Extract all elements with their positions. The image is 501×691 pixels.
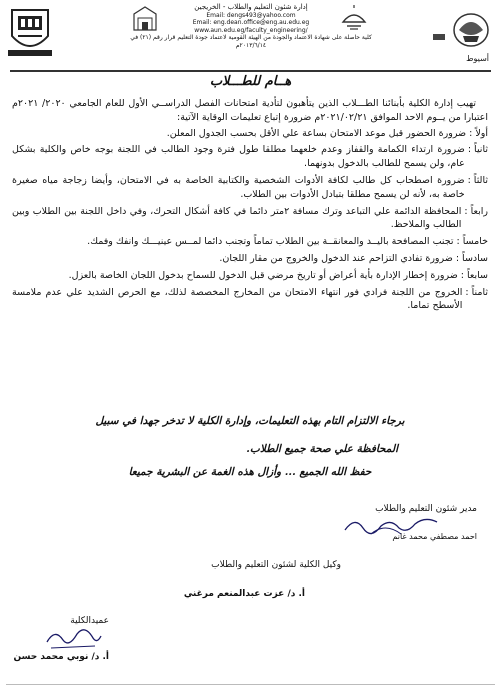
signature-dean: [13, 616, 109, 662]
instruction-text: تجنب المصافحة باليــد والمعانقــة بين الطلاب تماماً وتجنب دائما لمــس عينيـــك وانفك وفمك.: [87, 236, 454, 248]
web-line: www.aun.edu.eg/faculty_engineering/: [194, 26, 308, 34]
accreditation-line: كلية حاصلة على شهادة الاعتماد والجودة من الهيئة القومية لاعتماد جودة التعليم قرار رقم (٢١) في: [130, 34, 372, 41]
instructions-body: [12, 97, 488, 316]
dean-signature-scribble: [43, 620, 103, 654]
instruction-number: أولاً :: [469, 127, 488, 139]
instruction-item: [12, 286, 488, 314]
instruction-text: المحافظة الدائمة علي التباعد وترك مسافة ٢متر دائما في كافة أشكال التحرك، وفي داخل اللجنة بين الطلاب وبين الطالب والملاحظ.: [12, 205, 462, 231]
instruction-number: ثالثاً :: [467, 174, 488, 186]
dean-role: عميدالكلية: [70, 616, 109, 626]
instruction-text: ضرورة تفادي التزاحم عند الدخول والخروج من مقار اللجان.: [219, 252, 453, 264]
instruction-item: [12, 143, 488, 171]
footer-line: [6, 684, 495, 685]
instruction-number: ثامناً :: [465, 286, 488, 298]
instruction-number: ثانياً :: [467, 144, 488, 156]
instruction-item: [12, 235, 488, 249]
signature-director: [267, 504, 477, 541]
dean-name: أ. د/ نوبي محمد حسن: [13, 652, 109, 662]
date-line: ٢٠١٣/٦/١٤م: [235, 41, 267, 49]
vice-dean-name: أ. د/ عزت عبدالمنعم مرغني: [183, 589, 305, 599]
closing-note-2: المحافظة علي صحة جميع الطلاب.: [246, 443, 398, 455]
instruction-item: [12, 174, 488, 202]
director-name: احمد مصطفي محمد غانم: [392, 532, 477, 541]
email-line-1: Email: dengs493@yahoo.com: [206, 11, 296, 19]
instruction-item: [12, 127, 488, 141]
instruction-text: الخروج من اللجنة فرادي فور انتهاء الامتحان من المخارج المخصصة لذلك، مع الحرص الشديد علي عدم ملامسة الأسطح تماما.: [12, 286, 463, 312]
instruction-item: [12, 205, 488, 233]
header-divider: [10, 70, 491, 72]
closing-note-1: برجاء الالتزام التام بهذه التعليمات، وإدارة الكلية لا تدخر جهدا في سبيل: [95, 415, 405, 427]
instruction-item: [12, 252, 488, 266]
instruction-text: ضرورة الحضور قبل موعد الامتحان بساعة علي الأقل بحسب الجدول المعلن.: [166, 127, 467, 139]
faculty-logo: [8, 6, 52, 58]
instruction-text: ضرورة اصطحاب كل طالب لكافة الأدوات الشخصية والكتابية الخاصة به في الامتحان، وأيضا زجاجة مياه صغيرة خاصة به، لأنه لن يسمح مطلقا بتبادل الأدوات بين الطلاب.: [12, 174, 465, 200]
letterhead-text: [120, 4, 382, 49]
instruction-text: ضرورة إخطار الإدارة بأية أعراض أو تاريخ مرضي قبل الدخول للسماح بدخول اللجان الخاصة بالعزل.: [68, 269, 458, 281]
closing-prayer: حفظ الله الجميع ... وأزال هذه الغمة عن البشرية جميعا: [128, 466, 372, 478]
instruction-number: رابعاً :: [464, 205, 488, 217]
department-line: إدارة شئون التعليم والطلاب - الخريجين: [194, 3, 308, 11]
instructions-list: [12, 127, 488, 314]
instruction-number: خامساً :: [456, 236, 488, 248]
instruction-number: سادساً :: [455, 252, 488, 264]
page-title: هــام للطـــلاب: [209, 74, 292, 89]
vice-dean-role: وكيل الكلية لشئون التعليم والطلاب: [211, 560, 341, 570]
instruction-text: ضرورة ارتداء الكمامة والقفاز وعدم خلعهما مطلقا طول فترة وجود الطالب في اللجنة بوجه خاص والكلية بشكل عام، ولن يسمح للطالب بالدخول بدونهما.: [12, 144, 465, 170]
instruction-number: سابعاً :: [460, 269, 488, 281]
university-name: أسيوط: [466, 54, 489, 63]
director-role: مدير شئون التعليم والطلاب: [375, 504, 477, 514]
instruction-item: [12, 269, 488, 283]
intro-paragraph: تهيب إدارة الكلية بأبنائنا الطـــلاب الذين يتأهبون لتأدية امتحانات الفصل الدراســي الأول للعام الجامعي ٢٠٢٠/ ٢٠٢١م اعتبارا من يــوم الاحد الموافق ٢٠٢١/٠٢/٢١م ضرورة إتباع تعليمات الوقاية الآتية:: [12, 98, 488, 123]
email-line-2: Email: eng.dean.office@eng.au.edu.eg: [192, 19, 310, 26]
signature-vice-dean: [141, 560, 341, 599]
